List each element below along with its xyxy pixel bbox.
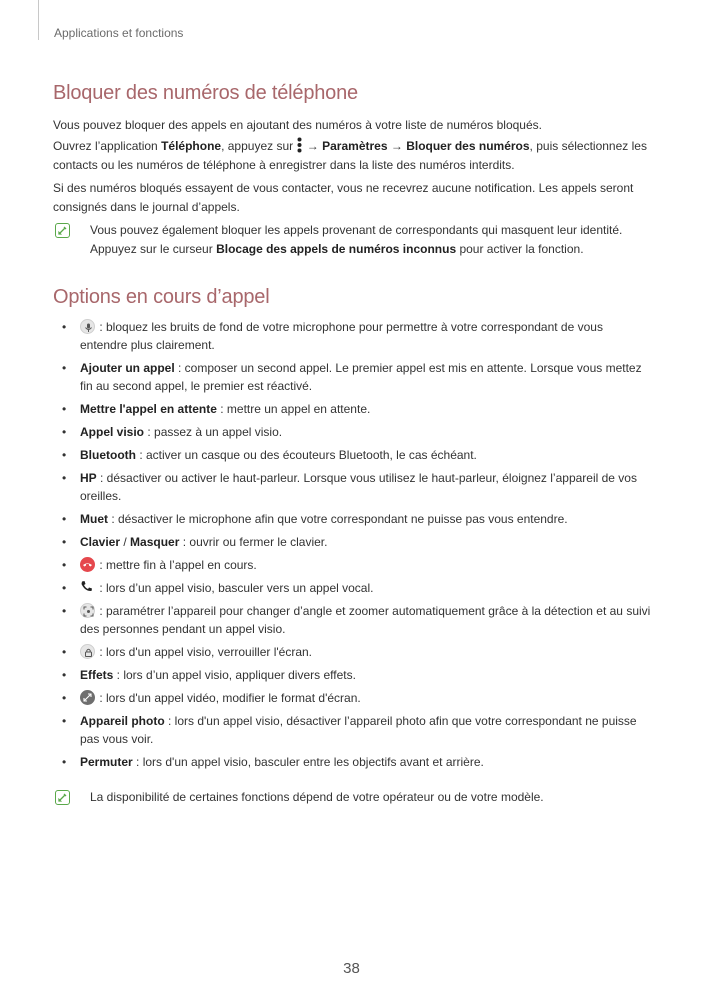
option-description: : lors d'un appel visio, désactiver l’appareil photo afin que votre correspondant ne puisse pas vous voir.: [80, 714, 637, 746]
section-title-block-numbers: Bloquer des numéros de téléphone: [53, 82, 358, 104]
call-option-item: [62, 689, 652, 707]
call-option-item: [62, 446, 652, 464]
bullet: •: [62, 691, 67, 705]
auto-framing-icon: [80, 603, 95, 618]
call-option-item: [62, 510, 652, 528]
option-label: Muet: [80, 512, 108, 526]
call-option-item: [62, 318, 652, 354]
margin-rule: [38, 0, 39, 40]
call-option-item: [62, 423, 652, 441]
call-option-item: [62, 579, 652, 597]
end-call-icon: [80, 557, 95, 572]
bullet: •: [62, 361, 67, 375]
bullet: •: [62, 558, 67, 572]
option-description: : désactiver ou activer le haut-parleur. Lorsque vous utilisez le haut-parleur, éloignez l’appareil de vos oreilles.: [80, 471, 637, 503]
option-label: Mettre l'appel en attente: [80, 402, 217, 416]
more-options-icon: [297, 137, 302, 153]
call-option-item: [62, 469, 652, 505]
call-option-item: • Clavier / Masquer : ouvrir ou fermer le clavier.: [62, 535, 328, 549]
option-label: Effets: [80, 668, 114, 682]
call-option-item: [62, 643, 652, 661]
option-description: : passez à un appel visio.: [144, 425, 283, 439]
option-label: Appel visio: [80, 425, 145, 439]
phone-icon: [80, 580, 95, 595]
option-description: : désactiver le microphone afin que votre correspondant ne puisse pas vous entendre.: [108, 512, 568, 526]
call-options-list: [62, 318, 652, 776]
bullet: •: [62, 714, 67, 728]
call-option-item: [62, 753, 652, 771]
call-option-item: [62, 556, 652, 574]
menu-parametres: Paramètres: [322, 139, 388, 153]
menu-bloquer-numeros: Bloquer des numéros: [406, 139, 530, 153]
page-number: 38: [343, 960, 360, 977]
option-description: : lors d'un appel visio, verrouiller l'écran.: [96, 645, 313, 659]
call-option-item: [62, 602, 652, 638]
call-option-item: [62, 712, 652, 748]
bullet: •: [62, 604, 67, 618]
bullet: •: [62, 402, 67, 416]
bullet: •: [62, 668, 67, 682]
option-label: Masquer: [130, 535, 180, 549]
running-head: Applications et fonctions: [54, 26, 184, 40]
option-description: : lors d'un appel vidéo, modifier le format d'écran.: [96, 691, 361, 705]
option-description: : mettre fin à l’appel en cours.: [96, 558, 257, 572]
call-option-item: [62, 666, 652, 684]
option-description: : lors d'un appel visio, basculer entre les objectifs avant et arrière.: [132, 755, 484, 769]
bullet: •: [62, 448, 67, 462]
bullet: •: [62, 581, 67, 595]
bullet: •: [62, 471, 67, 485]
option-label: Bluetooth: [80, 448, 136, 462]
bullet: •: [62, 755, 67, 769]
option-description: : bloquez les bruits de fond de votre microphone pour permettre à votre correspondant de vous entendre plus clairement.: [80, 320, 603, 352]
option-label: Ajouter un appel: [80, 361, 175, 375]
app-name-telephone: Téléphone: [161, 139, 222, 153]
option-label: Clavier: [80, 535, 121, 549]
note-icon: [55, 790, 70, 805]
option-label: Permuter: [80, 755, 133, 769]
bullet: •: [62, 512, 67, 526]
option-description: : composer un second appel. Le premier appel est mis en attente. Lorsque vous mettez fin au second appel, le premier est réactivé.: [80, 361, 642, 393]
option-description: : lors d’un appel visio, basculer vers un appel vocal.: [96, 581, 374, 595]
paragraph-blocked-info: Si des numéros bloqués essayent de vous contacter, vous ne recevrez aucune notification. Les appels seront consignés dans le journal d’appels.: [53, 181, 634, 214]
option-label: Appareil photo: [80, 714, 165, 728]
bullet: •: [62, 320, 67, 334]
option-label: HP: [80, 471, 97, 485]
bullet: •: [62, 425, 67, 439]
section-title-call-options: Options en cours d’appel: [53, 286, 270, 308]
option-description: : paramétrer l’appareil pour changer d’angle et zoomer automatiquement grâce à la détection et au suivi des personnes pendant un appel visio.: [80, 604, 651, 636]
setting-block-unknown: Blocage des appels de numéros inconnus: [216, 242, 457, 256]
bullet: •: [62, 535, 67, 549]
option-description: : lors d’un appel visio, appliquer divers effets.: [113, 668, 356, 682]
note-icon: [55, 223, 70, 238]
option-description: : ouvrir ou fermer le clavier.: [179, 535, 328, 549]
lock-screen-icon: [80, 644, 95, 659]
screen-format-icon: [80, 690, 95, 705]
option-description: : activer un casque ou des écouteurs Bluetooth, le cas échéant.: [136, 448, 477, 462]
paragraph-intro: Vous pouvez bloquer des appels en ajoutant des numéros à votre liste de numéros bloqués.: [53, 118, 542, 132]
paragraph-instructions: Ouvrez l’application Téléphone, appuyez sur → Paramètres → Bloquer des numéros, puis sélectionnez les contacts ou les numéros de téléphone à enregistrer dans la liste des numéros interdits.: [53, 139, 647, 172]
microphone-noise-icon: [80, 319, 95, 334]
bullet: •: [62, 645, 67, 659]
call-option-item: [62, 400, 652, 418]
call-option-item: [62, 359, 652, 395]
option-description: : mettre un appel en attente.: [216, 402, 371, 416]
